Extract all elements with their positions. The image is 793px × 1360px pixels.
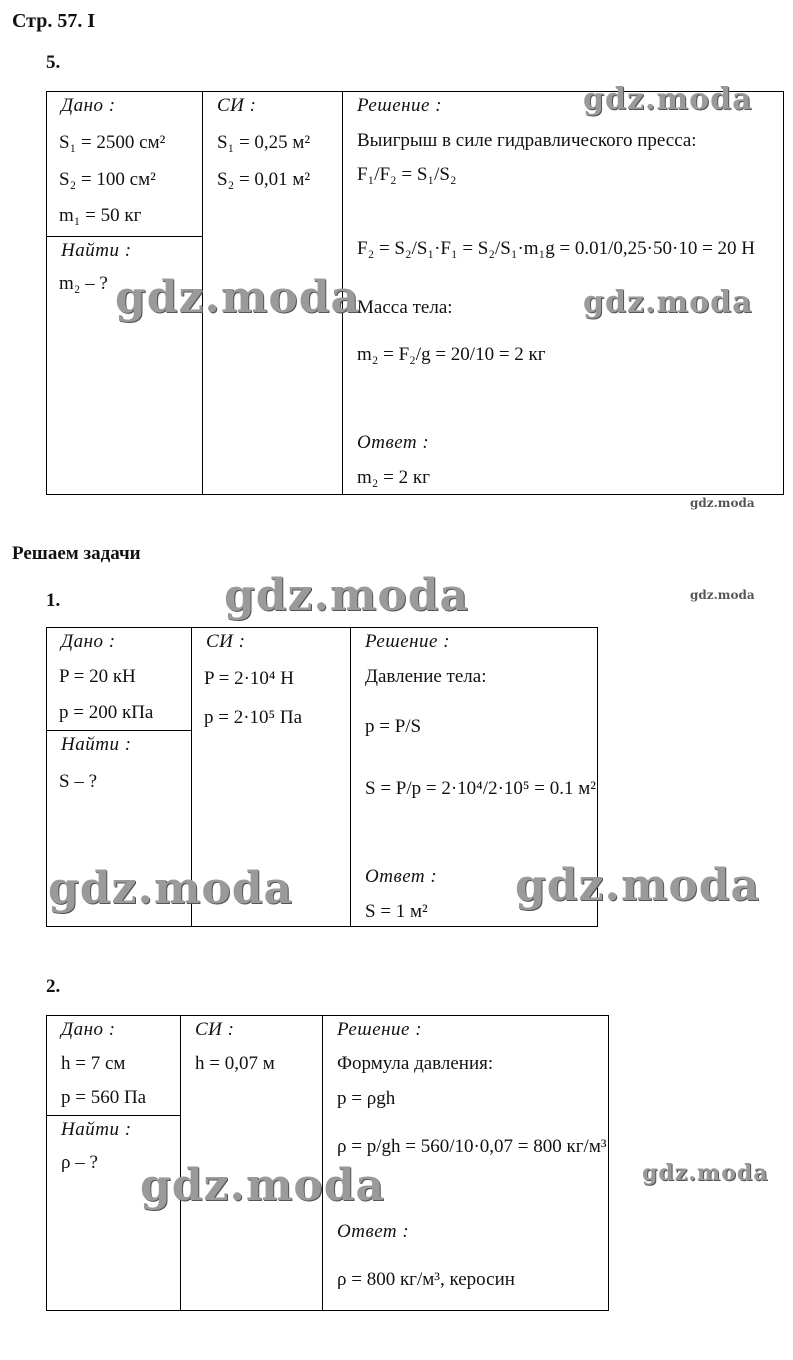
si-value: h = 0,07 м: [195, 1053, 275, 1074]
find-label: Найти :: [61, 1119, 132, 1140]
si-label: СИ :: [217, 95, 257, 116]
formula: F₁/F₂ = S₁/S₂: [357, 164, 457, 185]
formula: m₂ = F₂/g = 20/10 = 2 кг: [357, 344, 546, 365]
find-value: m₂ – ?: [59, 273, 108, 294]
si-value: p = 2·10⁵ Па: [204, 707, 303, 728]
task5-number: 5.: [46, 52, 61, 73]
answer-value: S = 1 м²: [365, 901, 428, 922]
solution-label: Решение :: [357, 95, 443, 116]
watermark-logo: gdz.moda: [115, 272, 361, 323]
given-label: Дано :: [61, 95, 116, 116]
solution-text: Масса тела:: [357, 297, 453, 318]
si-value: S₂ = 0,01 м²: [217, 169, 311, 190]
given-value: S₂ = 100 см²: [59, 169, 156, 190]
solution-label: Решение :: [365, 631, 451, 652]
find-label: Найти :: [61, 240, 132, 261]
solution-text: Давление тела:: [365, 666, 487, 687]
formula: p = P/S: [365, 716, 422, 737]
find-label: Найти :: [61, 734, 132, 755]
given-value: m₁ = 50 кг: [59, 205, 142, 226]
watermark-logo: gdz.moda: [642, 1160, 769, 1186]
answer-value: ρ = 800 кг/м³, керосин: [337, 1269, 515, 1290]
si-label: СИ :: [206, 631, 246, 652]
formula: ρ = p/gh = 560/10·0,07 = 800 кг/м³: [337, 1136, 607, 1157]
given-label: Дано :: [61, 1019, 116, 1040]
watermark-logo: gdz.moda: [515, 860, 761, 911]
section-title: Решаем задачи: [12, 543, 141, 564]
watermark-logo: gdz.moda: [690, 496, 755, 510]
task2-given-cell: [47, 1016, 181, 1116]
watermark-logo: gdz.moda: [140, 1160, 386, 1211]
solution-label: Решение :: [337, 1019, 423, 1040]
given-value: P = 20 кН: [59, 666, 136, 687]
formula: S = P/p = 2·10⁴/2·10⁵ = 0.1 м²: [365, 778, 596, 799]
task2-number: 2.: [46, 976, 61, 997]
page-header: Стр. 57. I: [12, 10, 96, 32]
si-label: СИ :: [195, 1019, 235, 1040]
watermark-logo: gdz.moda: [224, 570, 470, 621]
given-value: p = 200 кПа: [59, 702, 154, 723]
find-value: ρ – ?: [61, 1152, 98, 1173]
find-value: S – ?: [59, 771, 97, 792]
watermark-logo: gdz.moda: [48, 863, 294, 914]
watermark-logo: gdz.moda: [583, 285, 753, 320]
task2-find-cell: [47, 1116, 181, 1311]
answer-label: Ответ :: [357, 432, 430, 453]
watermark-logo: gdz.moda: [583, 82, 753, 117]
task1-given-cell: [47, 628, 192, 731]
si-value: S₁ = 0,25 м²: [217, 132, 311, 153]
formula: F₂ = S₂/S₁·F₁ = S₂/S₁·m₁g = 0.01/0,25·50·10 = 20 Н: [357, 238, 756, 259]
solution-text: Формула давления:: [337, 1053, 494, 1074]
task5-given-cell: [47, 92, 203, 237]
solution-text: Выигрыш в силе гидравлического пресса:: [357, 130, 697, 151]
given-value: p = 560 Па: [61, 1087, 147, 1108]
given-label: Дано :: [61, 631, 116, 652]
given-value: S₁ = 2500 см²: [59, 132, 166, 153]
formula: p = ρgh: [337, 1088, 396, 1109]
answer-label: Ответ :: [365, 866, 438, 887]
given-value: h = 7 см: [61, 1053, 126, 1074]
si-value: P = 2·10⁴ Н: [204, 668, 294, 689]
answer-value: m₂ = 2 кг: [357, 467, 430, 488]
task1-number: 1.: [46, 590, 61, 611]
answer-label: Ответ :: [337, 1221, 410, 1242]
watermark-logo: gdz.moda: [690, 588, 755, 602]
